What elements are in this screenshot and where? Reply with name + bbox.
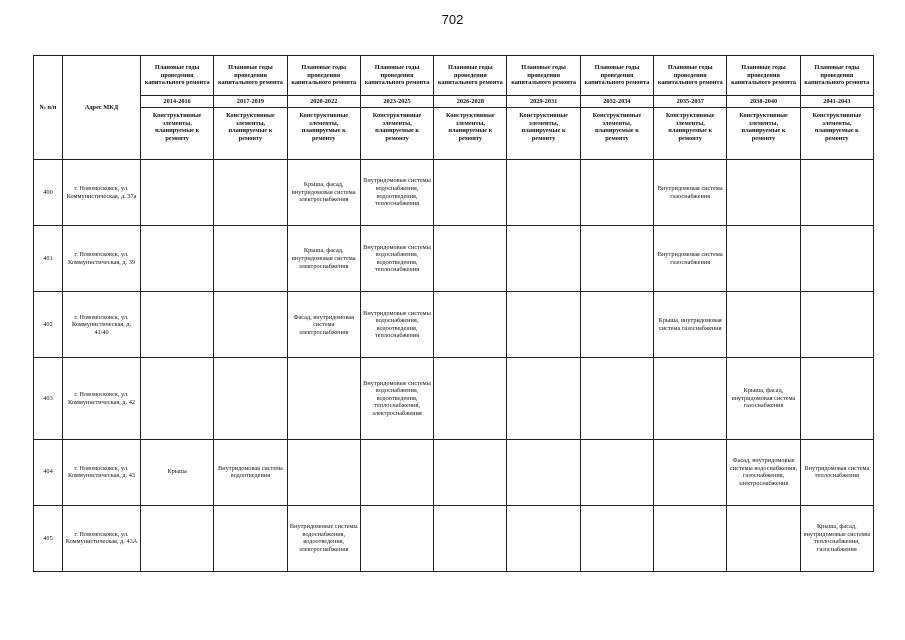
row-number: 403	[34, 358, 63, 439]
header-elements: Конструктивные элементы, планируемые к ремонту	[800, 108, 873, 160]
row-address: г. Новомосковск, ул. Коммунистическая, д. 39	[63, 226, 141, 292]
repair-elements-cell	[434, 226, 507, 292]
repair-elements-cell	[214, 292, 287, 358]
repair-elements-cell	[507, 292, 580, 358]
header-period-range: 2020-2022	[287, 96, 360, 108]
table-row	[34, 292, 874, 358]
header-elements: Конструктивные элементы, планируемые к ремонту	[654, 108, 727, 160]
repair-elements-cell	[507, 358, 580, 439]
repair-elements-cell	[214, 358, 287, 439]
repair-elements-cell	[287, 439, 360, 505]
row-number: 402	[34, 292, 63, 358]
row-number: 404	[34, 439, 63, 505]
repair-elements-cell	[360, 439, 433, 505]
repair-elements-cell	[287, 358, 360, 439]
header-period-range: 2029-2031	[507, 96, 580, 108]
repair-elements-cell: Внутридомовые системы водоснабжения, водоотведения, теплоснабжения	[360, 160, 433, 226]
header-address: Адрес МКД	[63, 56, 141, 160]
repair-elements-cell	[580, 439, 653, 505]
header-period-label: Плановые годы проведения капитального ремонта	[141, 56, 214, 96]
repair-elements-cell	[727, 292, 800, 358]
table-row	[34, 160, 874, 226]
repair-elements-cell	[800, 160, 873, 226]
header-period-label: Плановые годы проведения капитального ремонта	[434, 56, 507, 96]
header-period-label: Плановые годы проведения капитального ремонта	[214, 56, 287, 96]
repair-elements-cell	[141, 358, 214, 439]
header-elements: Конструктивные элементы, планируемые к ремонту	[287, 108, 360, 160]
header-period-label: Плановые годы проведения капитального ремонта	[287, 56, 360, 96]
repair-elements-cell: Фасад, внутридомовые системы водоснабжения, газоснабжения, электроснабжения	[727, 439, 800, 505]
repair-elements-cell: Крыша, фасад, внутридомовая система электроснабжения	[287, 160, 360, 226]
header-num: № п/п	[34, 56, 63, 160]
repair-elements-cell	[507, 505, 580, 571]
header-period-range: 2017-2019	[214, 96, 287, 108]
repair-elements-cell	[434, 358, 507, 439]
header-row-ranges	[34, 96, 874, 108]
row-number: 401	[34, 226, 63, 292]
table-row	[34, 439, 874, 505]
header-elements: Конструктивные элементы, планируемые к ремонту	[141, 108, 214, 160]
table-row	[34, 505, 874, 571]
repair-elements-cell: Крыша, внутридомовая система газоснабжения	[654, 292, 727, 358]
header-period-label: Плановые годы проведения капитального ремонта	[800, 56, 873, 96]
repair-elements-cell: Внутридомовые системы водоснабжения, водоотведения, теплоснабжения, электроснабжения	[360, 358, 433, 439]
page-number: 702	[441, 12, 464, 27]
repair-elements-cell	[141, 226, 214, 292]
header-elements: Конструктивные элементы, планируемые к ремонту	[434, 108, 507, 160]
header-period-range: 2026-2028	[434, 96, 507, 108]
header-period-label: Плановые годы проведения капитального ремонта	[727, 56, 800, 96]
table-row	[34, 358, 874, 439]
repair-elements-cell	[654, 505, 727, 571]
repair-elements-cell: Внутридомовые системы водоснабжения, водоотведения, электроснабжения	[287, 505, 360, 571]
repair-elements-cell: Крыша, фасад, внутридомовая система газоснабжения	[727, 358, 800, 439]
repair-elements-cell	[580, 226, 653, 292]
header-period-label: Плановые годы проведения капитального ремонта	[654, 56, 727, 96]
row-address: г. Новомосковск, ул. Коммунистическая, д. 42	[63, 358, 141, 439]
capital-repair-table	[33, 55, 874, 572]
row-address: г. Новомосковск, ул. Коммунистическая, д. 43А	[63, 505, 141, 571]
repair-elements-cell: Внутридомовая система водоотведения	[214, 439, 287, 505]
header-elements: Конструктивные элементы, планируемые к ремонту	[360, 108, 433, 160]
header-period-range: 2038-2040	[727, 96, 800, 108]
repair-elements-cell	[727, 505, 800, 571]
repair-elements-cell	[434, 505, 507, 571]
header-row-years	[34, 56, 874, 96]
repair-elements-cell	[214, 505, 287, 571]
repair-elements-cell: Внутридомовые системы водоснабжения, водоотведения, теплоснабжения	[360, 292, 433, 358]
repair-elements-cell	[580, 292, 653, 358]
repair-elements-cell: Крыша, фасад, внутридомовая система электроснабжения	[287, 226, 360, 292]
repair-elements-cell	[580, 358, 653, 439]
repair-elements-cell	[800, 226, 873, 292]
repair-elements-cell	[360, 505, 433, 571]
table-row	[34, 226, 874, 292]
header-elements: Конструктивные элементы, планируемые к ремонту	[507, 108, 580, 160]
repair-elements-cell	[434, 160, 507, 226]
repair-elements-cell: Внутридомовые системы водоснабжения, водоотведения, теплоснабжения	[360, 226, 433, 292]
header-elements: Конструктивные элементы, планируемые к ремонту	[727, 108, 800, 160]
repair-elements-cell: Внутридомовая система газоснабжения	[654, 160, 727, 226]
repair-elements-cell	[654, 439, 727, 505]
repair-elements-cell: Фасад, внутридомовая система электроснабжения	[287, 292, 360, 358]
header-period-range: 2014-2016	[141, 96, 214, 108]
repair-elements-cell	[580, 160, 653, 226]
header-period-range: 2035-2037	[654, 96, 727, 108]
repair-elements-cell	[800, 292, 873, 358]
header-period-label: Плановые годы проведения капитального ремонта	[507, 56, 580, 96]
repair-elements-cell	[434, 292, 507, 358]
repair-elements-cell	[141, 160, 214, 226]
repair-elements-cell	[727, 226, 800, 292]
repair-elements-cell: Крыша, фасад, внутридомовые системы теплоснабжения, газоснабжения	[800, 505, 873, 571]
header-period-label: Плановые годы проведения капитального ремонта	[580, 56, 653, 96]
table-body	[34, 160, 874, 572]
header-row-elements	[34, 108, 874, 160]
header-elements: Конструктивные элементы, планируемые к ремонту	[214, 108, 287, 160]
header-elements: Конструктивные элементы, планируемые к ремонту	[580, 108, 653, 160]
row-address: г. Новомосковск, ул. Коммунистическая, д. 41/40	[63, 292, 141, 358]
row-address: г. Новомосковск, ул. Коммунистическая, д. 43	[63, 439, 141, 505]
repair-elements-cell	[654, 358, 727, 439]
header-period-range: 2032-2034	[580, 96, 653, 108]
repair-elements-cell	[434, 439, 507, 505]
repair-elements-cell	[507, 439, 580, 505]
repair-elements-cell	[727, 160, 800, 226]
header-period-range: 2041-2043	[800, 96, 873, 108]
repair-elements-cell: Внутридомовая система газоснабжения	[654, 226, 727, 292]
header-period-label: Плановые годы проведения капитального ремонта	[360, 56, 433, 96]
repair-elements-cell	[800, 358, 873, 439]
row-number: 405	[34, 505, 63, 571]
repair-elements-cell	[214, 160, 287, 226]
repair-elements-cell	[214, 226, 287, 292]
repair-elements-cell	[141, 292, 214, 358]
repair-elements-cell	[507, 226, 580, 292]
repair-elements-cell	[580, 505, 653, 571]
repair-elements-cell: Крыша	[141, 439, 214, 505]
row-address: г. Новомосковск, ул. Коммунистическая, д. 37а	[63, 160, 141, 226]
row-number: 400	[34, 160, 63, 226]
header-period-range: 2023-2025	[360, 96, 433, 108]
repair-elements-cell: Внутридомовая система теплоснабжения	[800, 439, 873, 505]
repair-elements-cell	[141, 505, 214, 571]
repair-elements-cell	[507, 160, 580, 226]
